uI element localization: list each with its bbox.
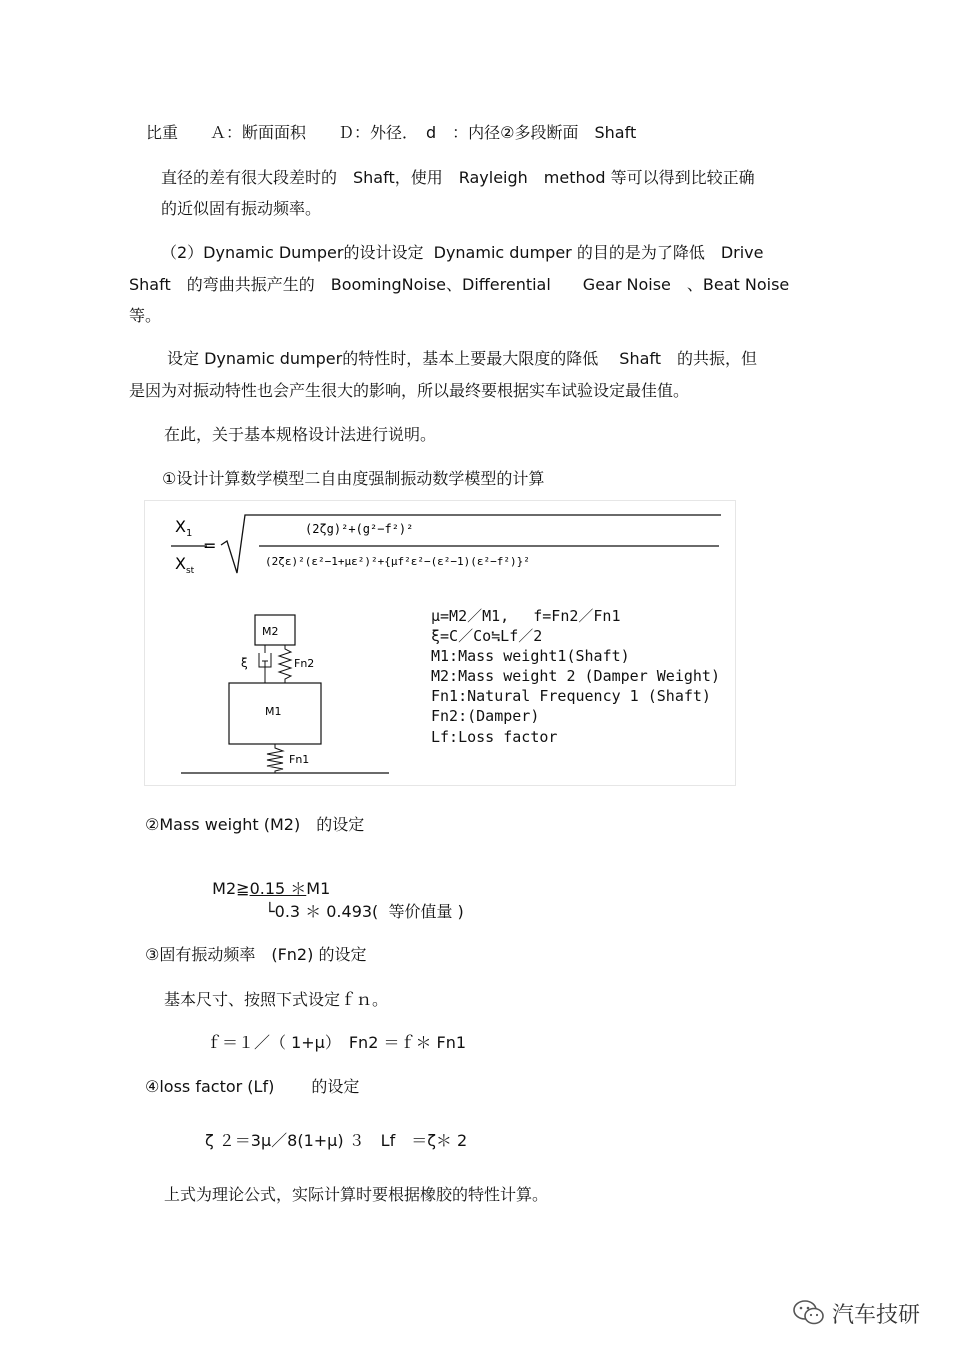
- section3-text: 基本尺寸、按照下式设定ｆｎ。: [164, 990, 389, 1009]
- section2-heading: ②Mass weight (M2) 的设定: [145, 815, 365, 834]
- legend-line-7: Lf:Loss factor: [431, 728, 558, 746]
- closing-text: 上式为理论公式，实际计算时要根据橡胶的特性计算。: [164, 1185, 549, 1204]
- legend-line-3: M1:Mass weight1(Shaft): [431, 647, 630, 665]
- equals-sign: =: [203, 536, 217, 555]
- text-line-10: ①设计计算数学模型二自由度强制振动数学模型的计算: [162, 469, 545, 488]
- section4-formula: ζ ２＝3μ／8(1+μ) ３ Lf ＝ζ＊ 2: [205, 1131, 468, 1150]
- section2-formula-prefix: M2≧: [212, 879, 250, 898]
- text-line-7: 设定 Dynamic dumper的特性时，基本上要最大限度的降低 Shaft 的共振，但: [167, 349, 758, 368]
- legend-line-2: ξ=C／Co≒Lf／2: [431, 627, 543, 645]
- m2-label: M2: [262, 625, 279, 638]
- legend-line-1: μ=M2／M1, f=Fn2／Fn1: [431, 607, 621, 625]
- section2-formula-coef: 0.15 ＊: [249, 879, 307, 898]
- zeta-label: ξ: [241, 656, 248, 670]
- formula-denominator: (2ζε)²(ε²−1+με²)²+{μf²ε²−(ε²−1)(ε²−f²)}²: [265, 555, 530, 568]
- text-line-5: Shaft 的弯曲共振产生的 BoomingNoise、Differential Gear Noise 、Beat Noise: [129, 275, 790, 294]
- text-line-1: 比重 Ａ：断面面积 Ｄ：外径． d ：内径②多段断面 Shaft: [146, 123, 637, 142]
- legend-line-5: Fn1:Natural Frequency 1 (Shaft): [431, 687, 711, 705]
- text-line-3: 的近似固有振动频率。: [161, 199, 322, 218]
- lhs-numerator: $X_1$: [175, 517, 193, 539]
- text-line-4: （2）Dynamic Dumper的设计设定 Dynamic dumper 的目的是为了降低 Drive: [161, 243, 764, 262]
- section3-formula: ｆ＝１／（ 1+μ） Fn2 ＝ｆ＊ Fn1: [206, 1033, 467, 1052]
- legend-line-6: Fn2:(Damper): [431, 707, 540, 725]
- fn1-label: Fn1: [289, 753, 310, 766]
- spring-fn2-icon: [279, 645, 291, 683]
- section2-formula: [202, 859, 330, 899]
- text-line-6: 等。: [129, 306, 162, 325]
- section3-heading: ③固有振动频率 (Fn2) 的设定: [145, 945, 367, 964]
- text-line-2: 直径的差有很大段差时的 Shaft，使用 Rayleigh method 等可以得到比较正确: [161, 168, 755, 187]
- wechat-icon: [792, 1298, 826, 1328]
- section4-heading: ④loss factor (Lf) 的设定: [145, 1077, 360, 1096]
- spring-fn1-icon: [267, 744, 283, 773]
- watermark-text: 汽车技研: [832, 1302, 921, 1328]
- damper-icon: [259, 653, 271, 683]
- formula-numerator: (2ζg)²+(g²−f²)²: [305, 522, 414, 536]
- text-line-8: 是因为对振动特性也会产生很大的影响，所以最终要根据实车试验设定最佳值。: [129, 381, 690, 400]
- m1-label: M1: [265, 705, 282, 718]
- model-figure: [144, 500, 736, 786]
- fn2-label: Fn2: [294, 657, 315, 670]
- legend-line-4: M2:Mass weight 2 (Damper Weight): [431, 667, 720, 685]
- section2-formula-suffix: M1: [306, 879, 331, 898]
- section2-sub: └0.3 ＊ 0.493( 等价值量 ): [265, 902, 464, 921]
- watermark: [792, 1296, 942, 1330]
- text-line-9: 在此，关于基本规格设计法进行说明。: [164, 425, 437, 444]
- lhs-denominator: $X_{st}$: [175, 554, 195, 576]
